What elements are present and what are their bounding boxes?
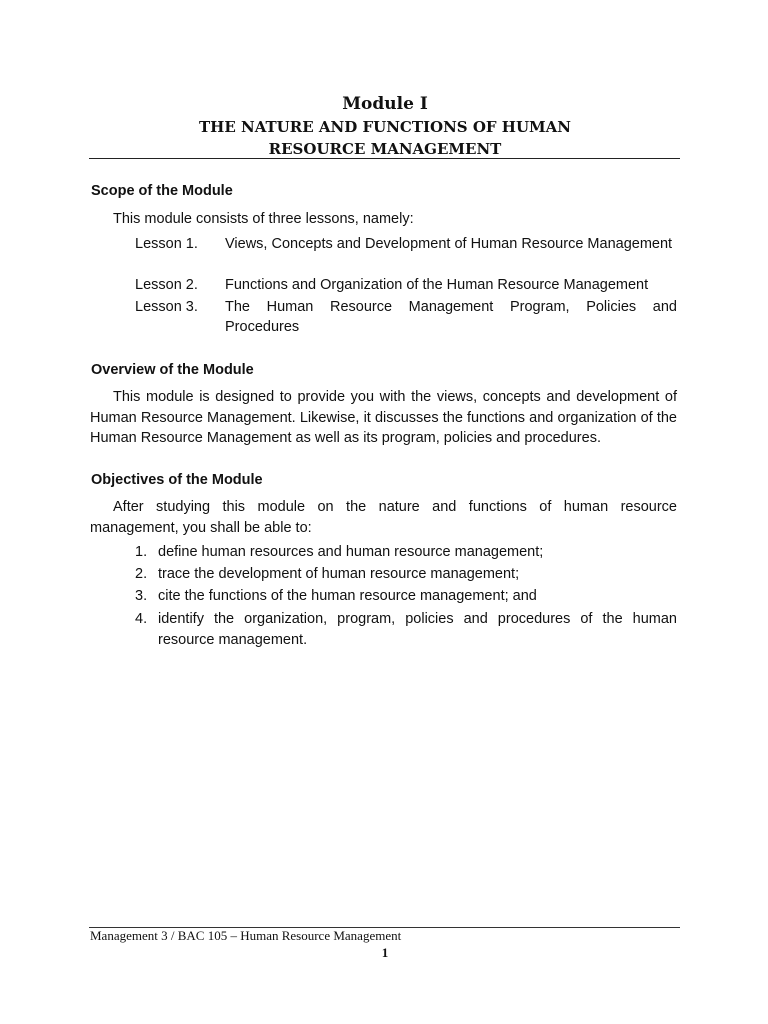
lesson-item <box>135 276 677 296</box>
objective-text: define human resources and human resource management; <box>158 544 544 560</box>
lesson-text: The Human Resource Management Program, Policies and Procedures <box>225 299 677 335</box>
overview-heading: Overview of the Module <box>91 362 254 378</box>
scope-intro: This module consists of three lessons, namely: <box>113 211 414 227</box>
lesson-number: Lesson 1. <box>135 236 198 252</box>
objective-item <box>135 609 677 650</box>
objective-text: cite the functions of the human resource management; and <box>158 588 537 604</box>
lesson-item <box>135 298 677 337</box>
objective-text: trace the development of human resource management; <box>158 566 520 582</box>
page-number: 1 <box>381 945 389 960</box>
module-title-line-1: THE NATURE AND FUNCTIONS OF HUMAN <box>199 118 571 136</box>
objective-number: 3. <box>135 588 148 604</box>
module-title-block <box>90 92 680 160</box>
lesson-number: Lesson 3. <box>135 299 198 315</box>
lesson-item <box>135 235 677 255</box>
footer-course-label: Management 3 / BAC 105 – Human Resource Management <box>90 928 402 943</box>
lesson-text: Views, Concepts and Development of Human Resource Management <box>225 236 673 252</box>
title-divider <box>89 158 680 159</box>
objective-text: identify the organization, program, policies and procedures of the human resource management. <box>158 611 677 648</box>
lesson-text: Functions and Organization of the Human Resource Management <box>225 277 649 293</box>
scope-heading: Scope of the Module <box>91 183 233 199</box>
module-label: Module I <box>342 94 428 114</box>
module-title-line-2: RESOURCE MANAGEMENT <box>268 140 502 158</box>
objective-number: 4. <box>135 611 148 627</box>
objectives-heading: Objectives of the Module <box>91 472 263 488</box>
overview-paragraph: This module is designed to provide you with the views, concepts and development of Human Resource Management. Likewise, it discusses the functions and organization of the Human Resource Management as well as its program, policies and procedures. <box>90 389 677 446</box>
objective-item <box>135 564 677 585</box>
objective-number: 2. <box>135 566 148 582</box>
objective-number: 1. <box>135 544 148 560</box>
lesson-number: Lesson 2. <box>135 277 198 293</box>
objectives-intro: After studying this module on the nature and functions of human resource management, you shall be able to: <box>90 499 677 536</box>
objective-item <box>135 542 677 563</box>
objective-item <box>135 586 677 607</box>
